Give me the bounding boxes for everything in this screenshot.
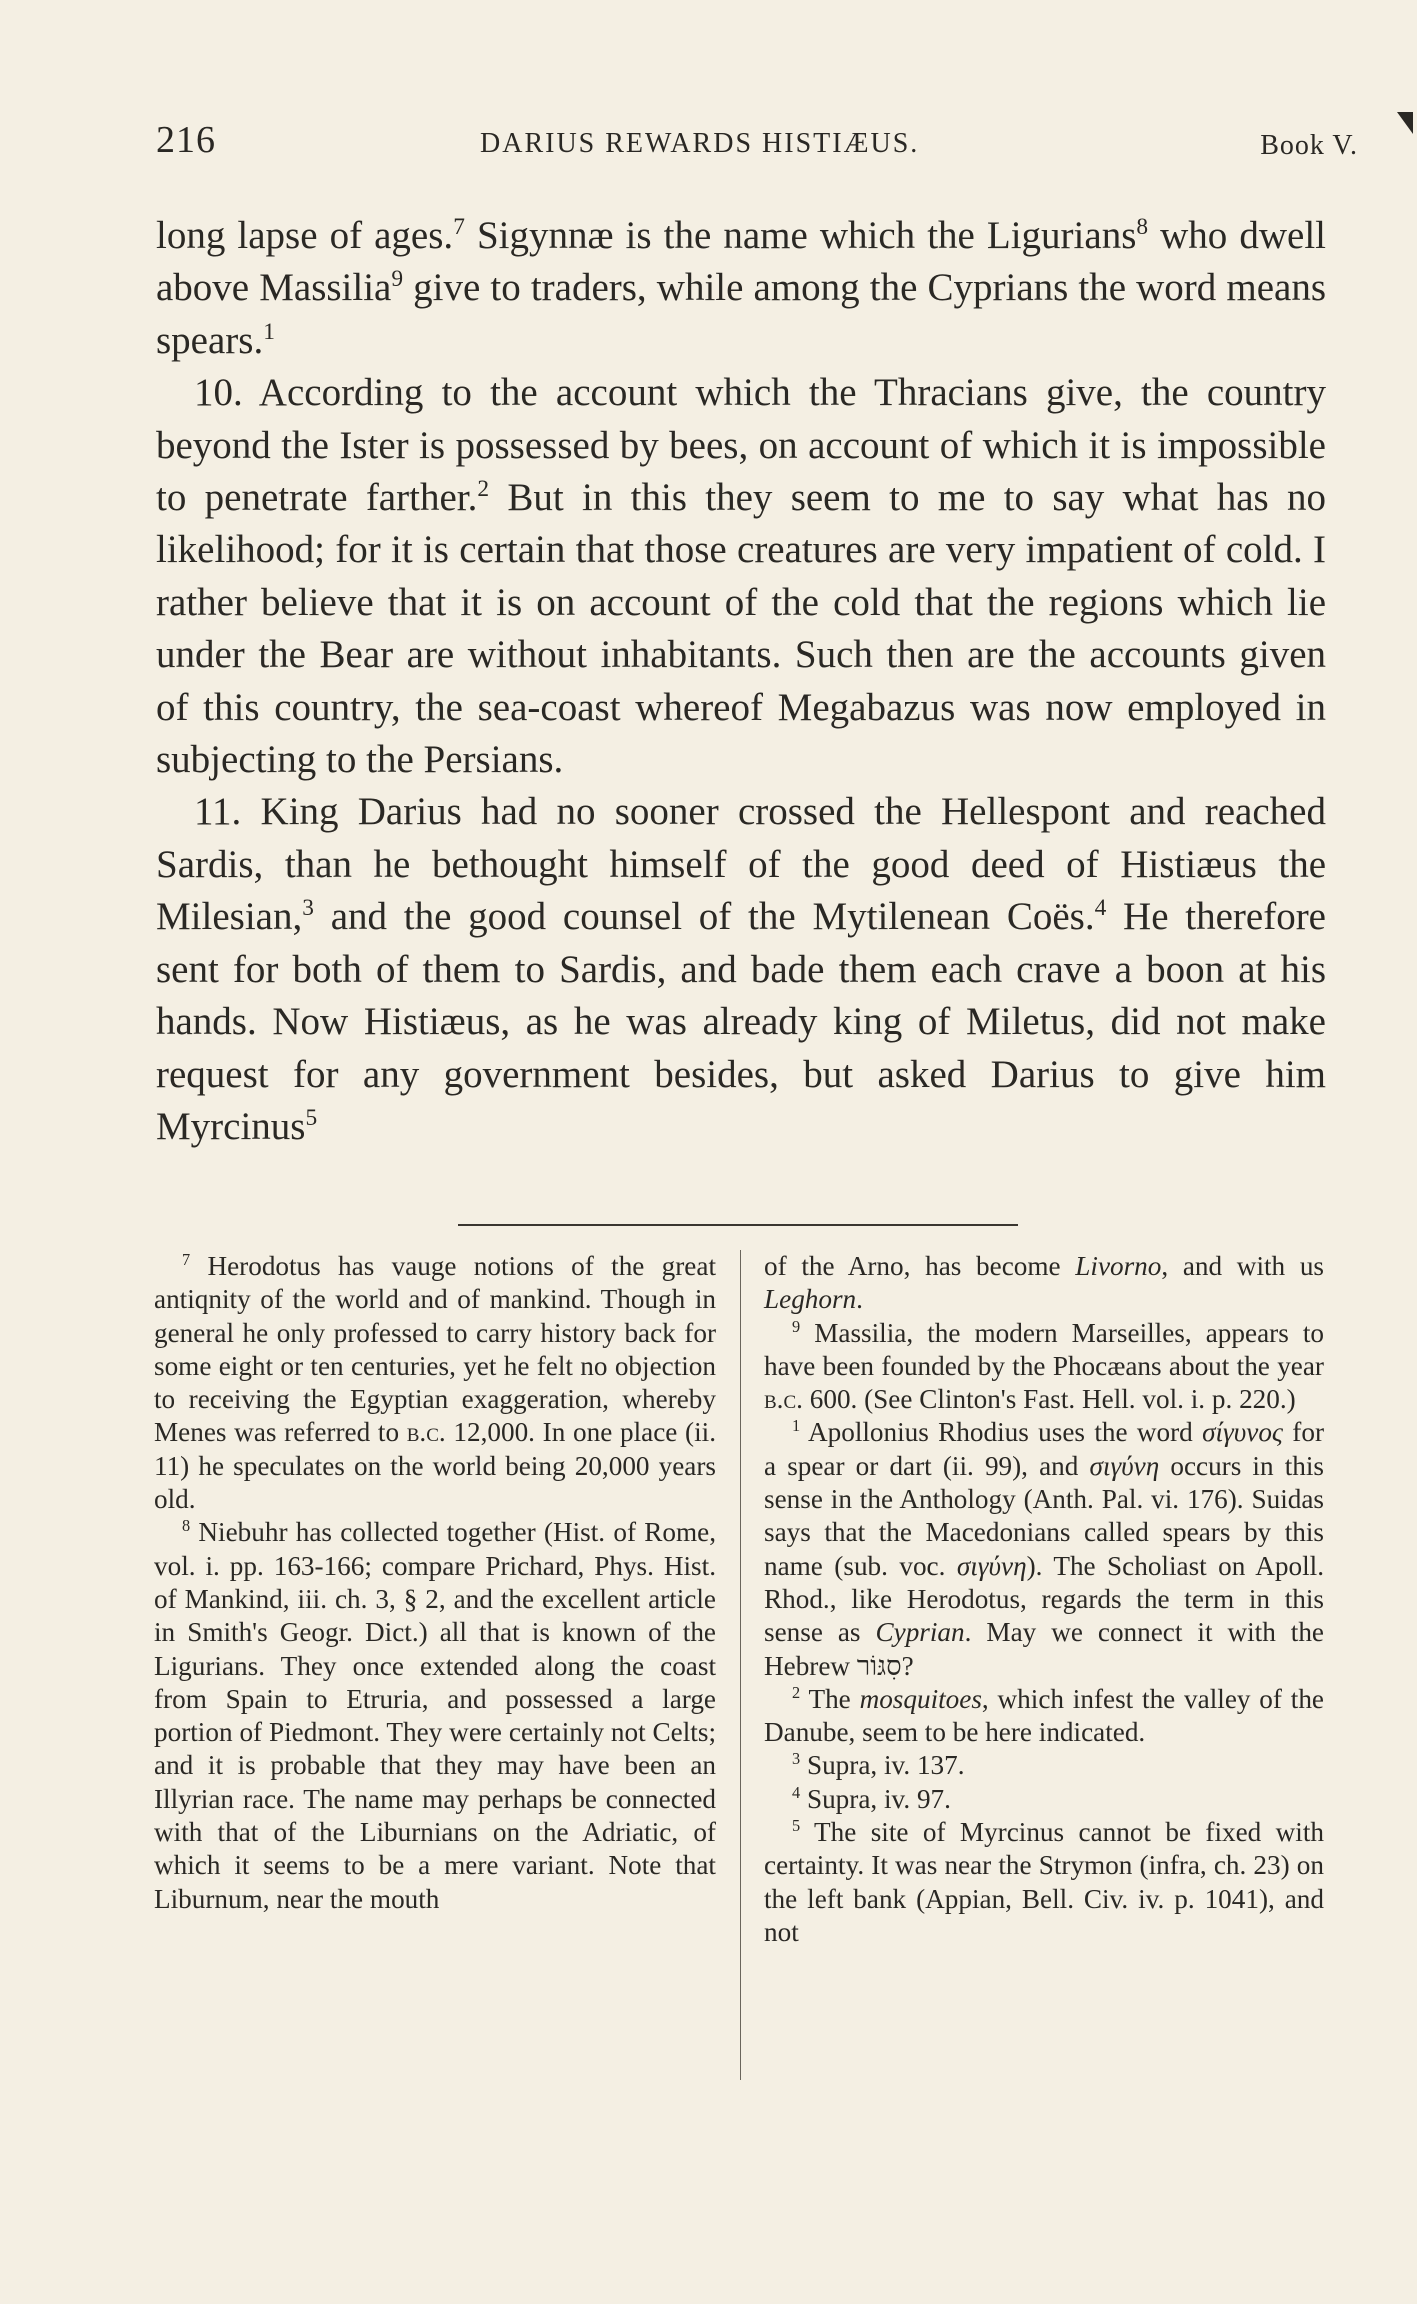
page-number: 216 <box>156 119 216 161</box>
footnotes-left-column <box>154 1250 716 1916</box>
footnote-8-continued: of the Arno, has become Livorno, and with us Leghorn. <box>764 1251 1325 1315</box>
footnote-9: $^9$ Massilia, the modern Marseilles, appears to have been founded by the Phocæans about the year b.c. 600. (See Clinton's Fast. Hell. vol. i. p. 220.) <box>764 1316 1324 1415</box>
footnote-ref: 2 <box>477 476 490 503</box>
column-divider <box>740 1250 741 2080</box>
footnote-ref: 7 <box>453 214 465 240</box>
book-label: Book V. <box>1260 130 1358 161</box>
footnote-rule <box>458 1224 1018 1226</box>
page-header <box>150 118 1358 168</box>
footnote-ref: 1 <box>263 318 275 345</box>
footnote-4: $^4$ Supra, iv. 97. <box>792 1782 951 1814</box>
footnote-1: $^1$ Apollonius Rhodius uses the word σίγυνος for a spear or dart (ii. 99), and σιγύνη occurs in this sense in the Anthology (Anth. Pal. vi. 176). Suidas says that the Macedonians called spears by this name (sub. voc. σιγύνη). The Scholiast on Apoll. Rhod., like Herodotus, regards the term in this sense as Cyprian. May we connect it with the Hebrew סִגּוֹר? <box>764 1416 1324 1681</box>
footnote-2: $^2$ The mosquitoes, which infest the valley of the Danube, seem to be here indicated. <box>764 1682 1324 1748</box>
main-text <box>156 210 1326 1153</box>
footnote-8: $^8$ Niebuhr has collected together (Hist. of Rome, vol. i. pp. 163-166; compare Prichard, Phys. Hist. of Mankind, iii. ch. 3, § 2, and the excellent article in Smith's Geogr. Dict.) all that is known of the Ligurians. They once extended along the coast from Spain to Etruria, and possessed a large portion of Piedmont. They were certainly not Celts; and it is probable that they may have been an Illyrian race. The name may perhaps be connected with that of the Liburnians on the Adriatic, of which it seems to be a mere variant. Note that Liburnum, near the mouth <box>154 1516 716 1914</box>
paragraph-10: 10. According to the account which the Thracians give, the country beyond the Ister is possessed by bees, on account of which it is impossible to penetrate farther.$^2$ But in this they seem to me to say what has no likelihood; for it is certain that those creatures are very impatient of cold. I rather believe that it is on account of the cold that the regions which lie under the Bear are without inhabitants. Such then are the accounts given of this country, the sea-coast whereof Megabazus was now employed in subjecting to the Persians. <box>156 371 1326 782</box>
paragraph-11: 11. King Darius had no sooner crossed the Hellespont and reached Sardis, than he bethought himself of the good deed of Histiæus the Milesian,$^3$ and the good counsel of the Mytilenean Coës.$^4$ He therefore sent for both of them to Sardis, and bade them each crave a boon at his hands. Now Histiæus, as he was already king of Miletus, did not make request for any government besides, but asked Darius to give him Myrcinus$^5$ <box>156 790 1326 1148</box>
footnote-ref: 5 <box>305 1104 318 1131</box>
footnote-5: $^5$ The site of Myrcinus cannot be fixed with certainty. It was near the Strymon (infra, ch. 23) on the left bank (Appian, Bell. Civ. iv. p. 1041), and not <box>764 1815 1324 1947</box>
footnote-7: $^7$ Herodotus has vauge notions of the great antiqnity of the world and of mankind. Though in general he only professed to carry history back for some eight or ten centuries, yet he felt no objection to receiving the Egyptian exaggeration, whereby Menes was referred to b.c. 12,000. In one place (ii. 11) he speculates on the world being 20,000 years old. <box>154 1249 716 1515</box>
footnote-ref: 3 <box>302 895 314 922</box>
footnote-ref: 9 <box>391 266 404 293</box>
running-title: DARIUS REWARDS HISTIÆUS. <box>480 128 920 159</box>
footnotes-right-column <box>764 1250 1324 1949</box>
footnote-ref: 8 <box>1136 214 1149 240</box>
footnote-ref: 4 <box>1094 895 1107 922</box>
page-corner-mark <box>1397 112 1413 134</box>
footnote-3: $^3$ Supra, iv. 137. <box>792 1749 965 1781</box>
paragraph-continued: long lapse of ages.$^7$ Sigynnæ is the name which the Ligurians$^8$ who dwell above Massilia$^9$ give to traders, while among the Cyprians the word means spears.$^1$ <box>156 214 1327 362</box>
